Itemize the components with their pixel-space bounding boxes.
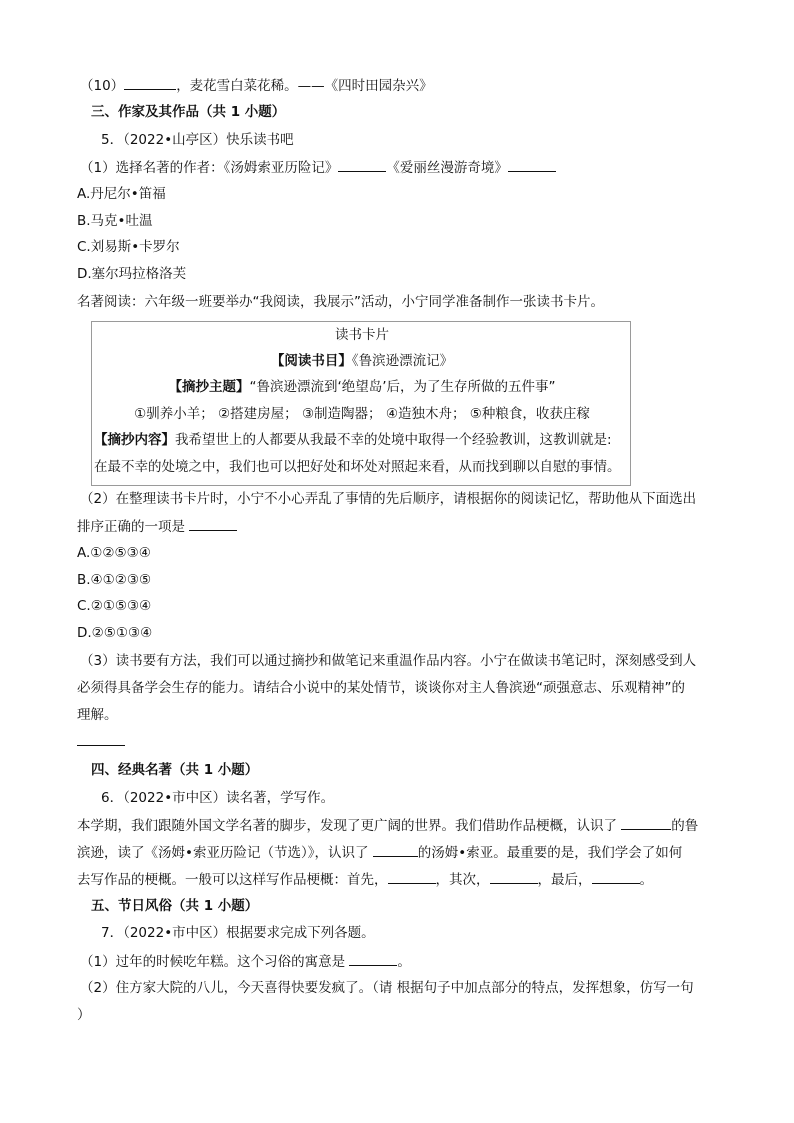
card-book-title: 《鲁滨逊漂流记》 — [351, 353, 454, 369]
card-title: 读书卡片 — [335, 327, 389, 343]
question-5-sub1 — [80, 157, 556, 178]
answer-blank[interactable] — [592, 869, 640, 884]
q6-text-2a: 滨逊，读了《汤姆•索亚历险记（节选）》，认识了 — [77, 845, 373, 861]
q5-sub1-a: （1）选择名著的作者：《汤姆索亚历险记》 — [80, 160, 339, 176]
question-7-sub1 — [80, 951, 411, 972]
answer-blank[interactable] — [124, 75, 176, 90]
q6-text-3d: 。 — [639, 872, 653, 888]
reading-intro: 名著阅读：六年级一班要举办“我阅读，我展示”活动，小宁同学准备制作一张读书卡片。 — [77, 294, 604, 310]
card-content-line1 — [94, 430, 612, 450]
card-content-label: 【摘抄内容】 — [94, 432, 175, 448]
reading-card — [91, 321, 631, 486]
q6-text-2b: 的汤姆•索亚。最重要的是，我们学会了如何 — [417, 845, 683, 861]
q5-sub2-text: 排序正确的一项是 — [77, 519, 190, 535]
question-7-sub2-line1: （2）住方家大院的八儿，今天喜得快要发疯了。（请 根据句子中加点部分的特点，发挥想象，仿写一句 — [80, 980, 694, 996]
q7-sub1-end: 。 — [397, 954, 411, 970]
q6-text-1b: 的鲁 — [671, 818, 699, 834]
question-6-line1 — [77, 815, 698, 836]
option-b: B.马克•吐温 — [77, 213, 153, 229]
q5-sub1-b: 《爱丽丝漫游奇境》 — [386, 160, 508, 176]
question-5-sub3-line2: 必须得具备学会生存的能力。请结合小说中的某处情节，谈谈你对主人鲁滨逊“顽强意志、乐观精神”的 — [77, 680, 685, 696]
answer-blank[interactable] — [189, 516, 237, 531]
option-a: A.丹尼尔•笛福 — [77, 186, 166, 202]
answer-blank[interactable] — [508, 157, 556, 172]
question-6-header: 6．（2022•市中区）读名著，学写作。 — [101, 790, 335, 806]
answer-blank[interactable] — [349, 951, 397, 966]
q6-text-3a: 去写作品的梗概。一般可以这样写作品梗概：首先， — [77, 872, 388, 888]
option-2-d: D.②⑤①③④ — [77, 625, 153, 641]
question-6-line2 — [77, 842, 682, 863]
q6-text-3b: ，其次， — [435, 872, 490, 888]
section-5-title: 五、节日风俗（共 1 小题） — [91, 898, 259, 914]
question-7-sub2-line2: ） — [77, 1007, 91, 1023]
question-5-sub2-line1: （2）在整理读书卡片时，小宁不小心弄乱了事情的先后顺序，请根据你的阅读记忆，帮助他从下面选出 — [80, 491, 697, 507]
card-items: ①驯养小羊； ②搭建房屋； ③制造陶器； ④造独木舟； ⑤种粮食，收获庄稼 — [134, 406, 590, 422]
question-5-sub3-line1: （3）读书要有方法，我们可以通过摘抄和做笔记来重温作品内容。小宁在做读书笔记时，深刻感受到人 — [80, 653, 697, 669]
q7-sub1-text: （1）过年的时候吃年糕。这个习俗的寓意是 — [80, 954, 350, 970]
question-5-header: 5．（2022•山亭区）快乐读书吧 — [101, 132, 294, 148]
card-content-text-1: 我希望世上的人都要从我最不幸的处境中取得一个经验教训，这教训就是: — [175, 432, 612, 448]
card-theme — [92, 377, 632, 397]
card-theme-label: 【摘抄主题】 — [168, 379, 250, 395]
q10-prefix: （10） — [80, 78, 125, 94]
question-6-line3 — [77, 869, 653, 890]
question-5-sub2-line2 — [77, 516, 237, 537]
card-book — [92, 351, 632, 371]
question-5-sub3-line3: 理解。 — [77, 707, 118, 723]
q6-text-3c: ，最后， — [537, 872, 592, 888]
option-2-c: C.②①⑤③④ — [77, 598, 152, 614]
section-4-title: 四、经典名著（共 1 小题） — [91, 762, 259, 778]
answer-blank[interactable] — [373, 842, 418, 857]
answer-blank[interactable] — [388, 869, 436, 884]
question-10 — [80, 75, 433, 96]
section-3-title: 三、作家及其作品（共 1 小题） — [91, 104, 286, 120]
answer-blank[interactable] — [490, 869, 538, 884]
answer-line[interactable] — [77, 745, 125, 746]
question-7-header: 7．（2022•市中区）根据要求完成下列各题。 — [101, 925, 375, 941]
option-c: C.刘易斯•卡罗尔 — [77, 239, 180, 255]
option-2-b: B.④①②③⑤ — [77, 572, 152, 588]
card-theme-text: “鲁滨逊漂流到‘绝望岛’后，为了生存所做的五件事” — [249, 379, 556, 395]
q10-text: ，麦花雪白菜花稀。——《四时田园杂兴》 — [176, 78, 433, 94]
card-book-label: 【阅读书目】 — [270, 353, 352, 369]
answer-blank[interactable] — [338, 157, 386, 172]
option-d: D.塞尔玛拉格洛芙 — [77, 266, 187, 282]
answer-blank[interactable] — [621, 815, 671, 830]
q6-text-1a: 本学期，我们跟随外国文学名著的脚步，发现了更广阔的世界。我们借助作品梗概，认识了 — [77, 818, 622, 834]
card-content-line2: 在最不幸的处境之中，我们也可以把好处和坏处对照起来看，从而找到聊以自慰的事情。 — [94, 459, 621, 475]
option-2-a: A.①②⑤③④ — [77, 545, 151, 561]
